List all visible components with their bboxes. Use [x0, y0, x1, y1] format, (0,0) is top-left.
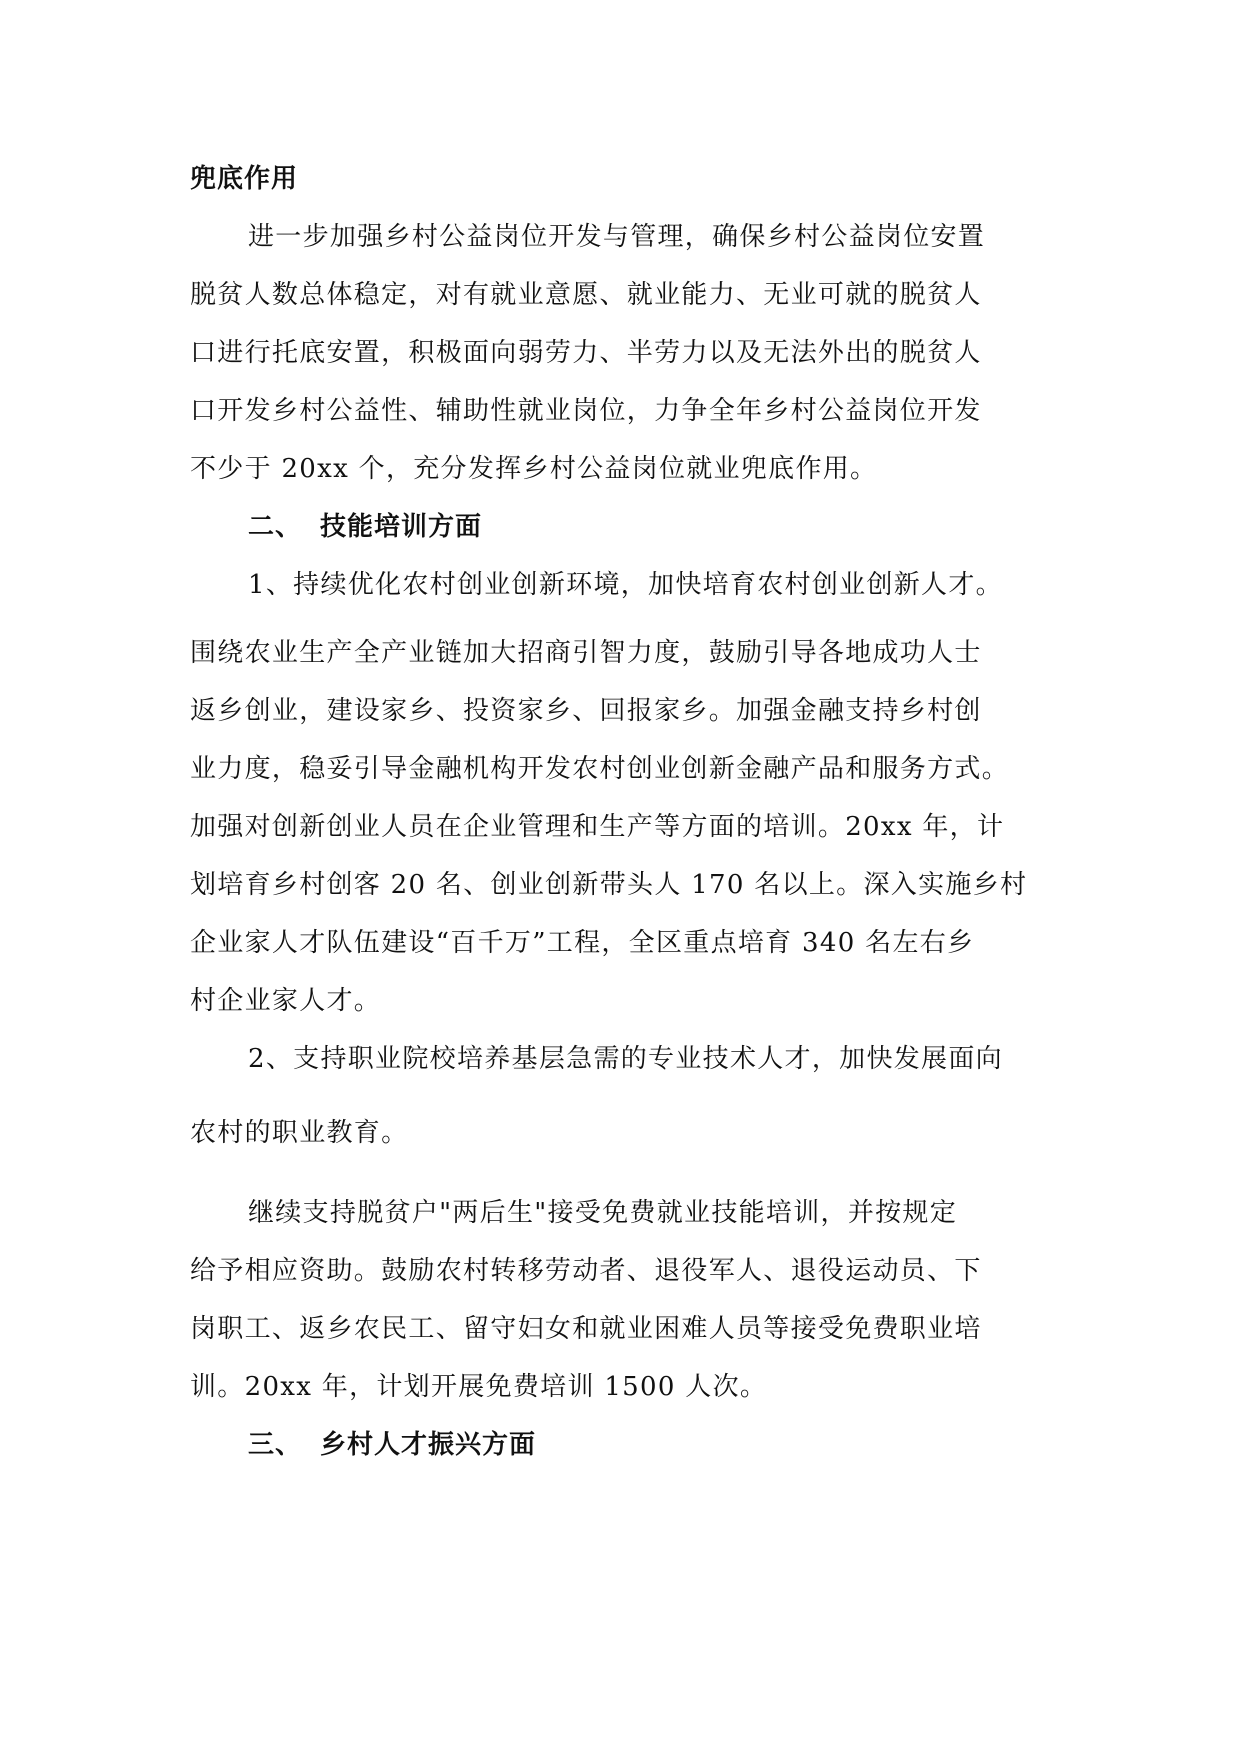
text-line: 口进行托底安置，积极面向弱劳力、半劳力以及无法外出的脱贫人 [190, 338, 982, 368]
paragraph-item-2 [190, 1030, 1090, 1088]
document-page [190, 150, 1090, 1474]
paragraph-vocational-education [190, 1104, 1090, 1162]
section-title: 技能培训方面 [320, 512, 483, 542]
text-line: 2、支持职业院校培养基层急需的专业技术人才，加快发展面向 [248, 1044, 1003, 1074]
text-line: 加强对创新创业人员在企业管理和生产等方面的培训。20xx 年，计 [190, 812, 1005, 842]
paragraph-item-1 [190, 556, 1090, 614]
text-line: 围绕农业生产全产业链加大招商引智力度，鼓励引导各地成功人士 [190, 638, 982, 668]
paragraph-entrepreneurship [190, 624, 1090, 1030]
paragraph-public-welfare-jobs [190, 208, 1090, 498]
text-line: 业力度，稳妥引导金融机构开发农村创业创新金融产品和服务方式。 [190, 754, 1010, 784]
text-line: 给予相应资助。鼓励农村转移劳动者、退役军人、退役运动员、下 [190, 1256, 982, 1286]
paragraph-free-training [190, 1184, 1090, 1416]
text-line: 企业家人才队伍建设“百千万”工程，全区重点培育 340 名左右乡 [190, 928, 975, 958]
text-line: 划培育乡村创客 20 名、创业创新带头人 170 名以上。深入实施乡村 [190, 870, 1028, 900]
section-number: 二、 [248, 512, 303, 542]
text-line: 脱贫人数总体稳定，对有就业意愿、就业能力、无业可就的脱贫人 [190, 280, 982, 310]
section-heading-skills-training [190, 498, 1090, 556]
section-number: 三、 [248, 1430, 303, 1460]
text-line: 岗职工、返乡农民工、留守妇女和就业困难人员等接受免费职业培 [190, 1314, 982, 1344]
text-line: 口开发乡村公益性、辅助性就业岗位，力争全年乡村公益岗位开发 [190, 396, 982, 426]
text-line: 进一步加强乡村公益岗位开发与管理，确保乡村公益岗位安置 [248, 222, 986, 252]
text-line: 训。20xx 年，计划开展免费培训 1500 人次。 [190, 1372, 768, 1402]
text-line: 村企业家人才。 [190, 986, 382, 1016]
text-line: 农村的职业教育。 [190, 1118, 409, 1148]
text-line: 不少于 20xx 个，充分发挥乡村公益岗位就业兜底作用。 [190, 454, 878, 484]
section-title: 乡村人才振兴方面 [320, 1430, 537, 1460]
text-line: 返乡创业，建设家乡、投资家乡、回报家乡。加强金融支持乡村创 [190, 696, 982, 726]
text-line: 1、持续优化农村创业创新环境，加快培育农村创业创新人才。 [248, 570, 1003, 600]
paragraph-continuation-heading [190, 150, 1090, 208]
text-line: 兜底作用 [190, 164, 299, 194]
text-line: 继续支持脱贫户"两后生"接受免费就业技能培训，并按规定 [248, 1198, 958, 1228]
section-heading-rural-talent [190, 1416, 1090, 1474]
